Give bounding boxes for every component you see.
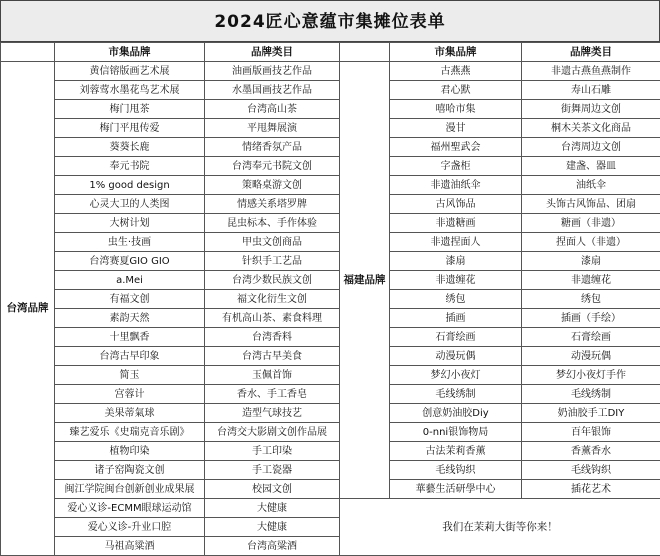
table-row — [1, 366, 660, 385]
left-category-cell: 情感关系塔罗牌 — [205, 195, 340, 214]
left-brand-cell: 简玉 — [55, 366, 205, 385]
left-brand-cell: 爱心义诊-升业口腔 — [55, 518, 205, 537]
footer-note: 我们在茉莉大街等你来！ — [340, 499, 660, 556]
left-brand-cell: 大树计划 — [55, 214, 205, 233]
left-category-header: 品牌类目 — [205, 43, 340, 62]
left-category-cell: 福文化衍生文创 — [205, 290, 340, 309]
table-row — [1, 480, 660, 499]
left-brand-cell: 1% good design — [55, 176, 205, 195]
right-brand-cell: 石膏绘画 — [390, 328, 522, 347]
right-category-cell: 头饰古风饰品、团扇 — [522, 195, 660, 214]
table-row — [1, 404, 660, 423]
left-brand-cell: 闽江学院闽台创新创业成果展 — [55, 480, 205, 499]
left-category-cell: 情绪香氛产品 — [205, 138, 340, 157]
left-brand-cell: 台湾赛夏GIO GIO — [55, 252, 205, 271]
left-brand-cell: 美果蒂氣球 — [55, 404, 205, 423]
table-row — [1, 214, 660, 233]
left-brand-cell: 马祖高粱酒 — [55, 537, 205, 556]
booth-table — [0, 42, 660, 556]
blank-header-cell — [1, 43, 55, 62]
right-brand-cell: 创意奶油胶Diy — [390, 404, 522, 423]
left-category-cell: 台湾交大影剧文创作品展 — [205, 423, 340, 442]
left-category-cell: 台湾高山茶 — [205, 100, 340, 119]
left-category-cell: 大健康 — [205, 499, 340, 518]
right-brand-cell: 漫甘 — [390, 119, 522, 138]
right-category-cell: 插画（手绘） — [522, 309, 660, 328]
right-brand-header: 市集品牌 — [390, 43, 522, 62]
table-row — [1, 233, 660, 252]
right-brand-cell: 毛线绣制 — [390, 385, 522, 404]
left-brand-cell: 植物印染 — [55, 442, 205, 461]
left-category-cell: 水墨国画技艺作品 — [205, 81, 340, 100]
right-brand-cell: 梦幻小夜灯 — [390, 366, 522, 385]
right-brand-cell: 非遗糖画 — [390, 214, 522, 233]
right-brand-cell: 華藝生活研學中心 — [390, 480, 522, 499]
left-brand-cell: 十里飘香 — [55, 328, 205, 347]
right-category-cell: 毛线钩织 — [522, 461, 660, 480]
right-category-cell: 街舞周边文创 — [522, 100, 660, 119]
table-row — [1, 423, 660, 442]
table-row — [1, 499, 660, 518]
blank-header-cell — [340, 43, 390, 62]
table-row — [1, 119, 660, 138]
table-row — [1, 252, 660, 271]
left-brand-cell: 奉元书院 — [55, 157, 205, 176]
left-category-cell: 针织手工艺品 — [205, 252, 340, 271]
right-category-cell: 动漫玩偶 — [522, 347, 660, 366]
right-brand-cell: 古法茉莉香薰 — [390, 442, 522, 461]
right-category-cell: 香薰香水 — [522, 442, 660, 461]
left-brand-cell: 爱心义诊-ECMM眼球运动馆 — [55, 499, 205, 518]
right-category-cell: 绣包 — [522, 290, 660, 309]
left-brand-cell: 刘蓉莺水墨花鸟艺术展 — [55, 81, 205, 100]
left-category-cell: 台湾古早美食 — [205, 347, 340, 366]
left-category-cell: 有机高山茶、素食料理 — [205, 309, 340, 328]
right-category-cell: 插花艺术 — [522, 480, 660, 499]
left-category-cell: 校园文创 — [205, 480, 340, 499]
left-brand-cell: 梅门平甩传爱 — [55, 119, 205, 138]
table-row — [1, 328, 660, 347]
right-brand-cell: 古风饰品 — [390, 195, 522, 214]
table-row — [1, 100, 660, 119]
left-brand-header: 市集品牌 — [55, 43, 205, 62]
left-brand-cell: 葵葵长鹿 — [55, 138, 205, 157]
sheet-title: 2024匠心意蕴市集摊位表单 — [0, 0, 660, 42]
right-category-cell: 毛线绣制 — [522, 385, 660, 404]
right-brand-cell: 毛线钩织 — [390, 461, 522, 480]
right-category-cell: 梦幻小夜灯手作 — [522, 366, 660, 385]
left-category-cell: 台湾少数民族文创 — [205, 271, 340, 290]
left-brand-cell: 台湾古早印象 — [55, 347, 205, 366]
right-category-cell: 奶油胶手工DIY — [522, 404, 660, 423]
right-category-cell: 百年银饰 — [522, 423, 660, 442]
left-brand-cell: 宫蓉计 — [55, 385, 205, 404]
right-category-cell: 建盏、器皿 — [522, 157, 660, 176]
right-category-cell: 油纸伞 — [522, 176, 660, 195]
right-category-cell: 台湾周边文创 — [522, 138, 660, 157]
left-brand-cell: 诸子窑陶瓷文创 — [55, 461, 205, 480]
left-brand-cell: 梅门甩茶 — [55, 100, 205, 119]
right-brand-cell: 非遗捏面人 — [390, 233, 522, 252]
right-brand-cell: 插画 — [390, 309, 522, 328]
left-category-cell: 玉佩首饰 — [205, 366, 340, 385]
right-category-cell: 非遗古燕鱼燕制作 — [522, 62, 660, 81]
table-row — [1, 385, 660, 404]
right-category-header: 品牌类目 — [522, 43, 660, 62]
right-brand-cell: 福州聖武会 — [390, 138, 522, 157]
table-row — [1, 442, 660, 461]
left-brand-cell: 黄信镕版画艺术展 — [55, 62, 205, 81]
left-brand-cell: 臻艺爱乐《史瑞克音乐剧》 — [55, 423, 205, 442]
right-brand-cell: 嘻哈市集 — [390, 100, 522, 119]
left-category-cell: 台湾高粱酒 — [205, 537, 340, 556]
table-row — [1, 461, 660, 480]
left-category-cell: 策略桌游文创 — [205, 176, 340, 195]
region-label-fujian: 福建品牌 — [340, 62, 390, 499]
left-category-cell: 甲虫文创商品 — [205, 233, 340, 252]
left-category-cell: 昆虫标本、手作体验 — [205, 214, 340, 233]
table-row — [1, 195, 660, 214]
left-category-cell: 台湾香料 — [205, 328, 340, 347]
table-row — [1, 62, 660, 81]
right-brand-cell: 漆扇 — [390, 252, 522, 271]
left-brand-cell: 虫生·技画 — [55, 233, 205, 252]
right-category-cell: 寿山石雕 — [522, 81, 660, 100]
left-category-cell: 大健康 — [205, 518, 340, 537]
left-category-cell: 平甩舞展演 — [205, 119, 340, 138]
right-brand-cell: 非遗油纸伞 — [390, 176, 522, 195]
table-row — [1, 81, 660, 100]
table-row — [1, 176, 660, 195]
left-category-cell: 手工印染 — [205, 442, 340, 461]
right-brand-cell: 非遗缠花 — [390, 271, 522, 290]
left-brand-cell: 素韵天然 — [55, 309, 205, 328]
right-brand-cell: 古燕燕 — [390, 62, 522, 81]
right-brand-cell: 0-nni银饰物局 — [390, 423, 522, 442]
left-category-cell: 手工瓷器 — [205, 461, 340, 480]
right-category-cell: 捏面人（非遗） — [522, 233, 660, 252]
right-brand-cell: 字盏柜 — [390, 157, 522, 176]
region-label-taiwan: 台湾品牌 — [1, 62, 55, 556]
left-category-cell: 油画版画技艺作品 — [205, 62, 340, 81]
table-row — [1, 309, 660, 328]
left-category-cell: 造型气球技艺 — [205, 404, 340, 423]
table-row — [1, 138, 660, 157]
left-category-cell: 香水、手工香皂 — [205, 385, 340, 404]
right-brand-cell: 动漫玩偶 — [390, 347, 522, 366]
left-brand-cell: 心灵大卫的人类图 — [55, 195, 205, 214]
table-row — [1, 290, 660, 309]
right-category-cell: 非遗缠花 — [522, 271, 660, 290]
right-category-cell: 石膏绘画 — [522, 328, 660, 347]
right-brand-cell: 绣包 — [390, 290, 522, 309]
right-category-cell: 糖画（非遗） — [522, 214, 660, 233]
right-category-cell: 桐木关茶文化商品 — [522, 119, 660, 138]
right-category-cell: 漆扇 — [522, 252, 660, 271]
right-brand-cell: 君心默 — [390, 81, 522, 100]
header-row — [1, 43, 660, 62]
table-row — [1, 347, 660, 366]
left-brand-cell: 有福文创 — [55, 290, 205, 309]
table-row — [1, 271, 660, 290]
left-category-cell: 台湾奉元书院文创 — [205, 157, 340, 176]
table-row — [1, 157, 660, 176]
left-brand-cell: a.Mei — [55, 271, 205, 290]
